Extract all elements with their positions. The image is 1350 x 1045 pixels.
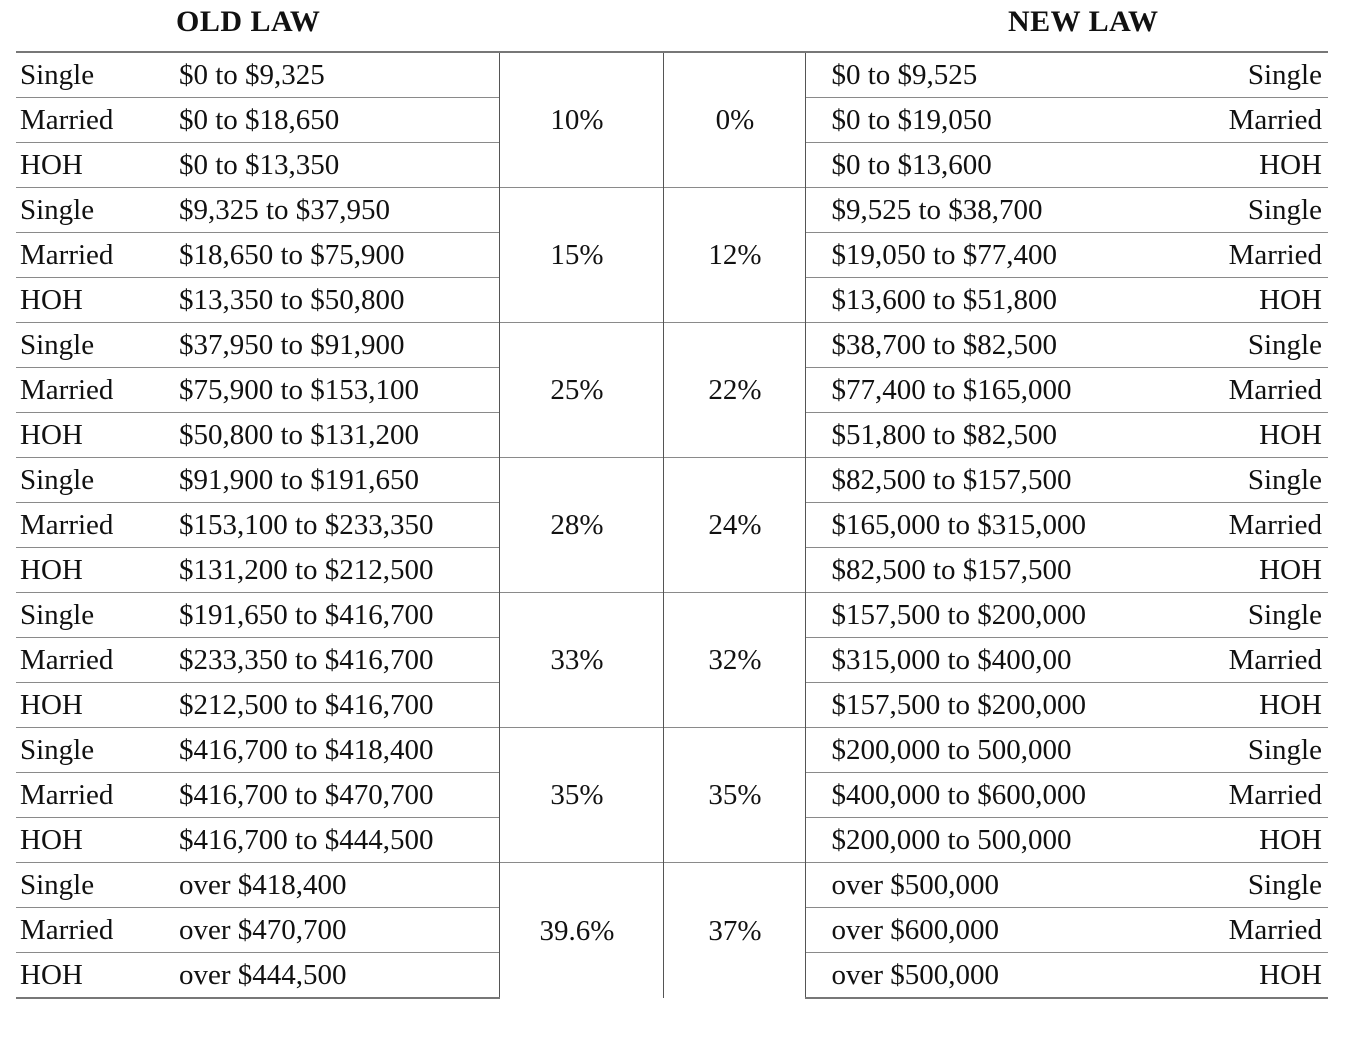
old-income-range: over $470,700 — [175, 908, 499, 953]
old-filing-status: Married — [16, 98, 175, 143]
new-income-range: $200,000 to 500,000 — [805, 728, 1188, 773]
new-filing-status: Single — [1188, 52, 1328, 98]
old-tax-rate: 28% — [499, 458, 663, 593]
old-law-heading: OLD LAW — [176, 5, 321, 38]
new-tax-rate: 35% — [663, 728, 805, 863]
old-income-range: $153,100 to $233,350 — [175, 503, 499, 548]
old-tax-rate: 35% — [499, 728, 663, 863]
old-filing-status: Married — [16, 638, 175, 683]
new-filing-status: Married — [1188, 773, 1328, 818]
new-income-range: over $600,000 — [805, 908, 1188, 953]
old-income-range: $75,900 to $153,100 — [175, 368, 499, 413]
new-filing-status: HOH — [1188, 683, 1328, 728]
old-income-range: $13,350 to $50,800 — [175, 278, 499, 323]
new-income-range: $51,800 to $82,500 — [805, 413, 1188, 458]
table-row — [16, 323, 1328, 368]
new-income-range: $315,000 to $400,00 — [805, 638, 1188, 683]
new-filing-status: Single — [1188, 863, 1328, 908]
old-income-range: over $418,400 — [175, 863, 499, 908]
new-income-range: $19,050 to $77,400 — [805, 233, 1188, 278]
old-income-range: over $444,500 — [175, 953, 499, 999]
old-tax-rate: 10% — [499, 52, 663, 188]
old-filing-status: Single — [16, 323, 175, 368]
old-filing-status: HOH — [16, 818, 175, 863]
new-income-range: $77,400 to $165,000 — [805, 368, 1188, 413]
new-income-range: over $500,000 — [805, 863, 1188, 908]
new-income-range: $200,000 to 500,000 — [805, 818, 1188, 863]
old-income-range: $0 to $9,325 — [175, 52, 499, 98]
new-income-range: $165,000 to $315,000 — [805, 503, 1188, 548]
new-income-range: $82,500 to $157,500 — [805, 458, 1188, 503]
old-income-range: $416,700 to $470,700 — [175, 773, 499, 818]
new-filing-status: Single — [1188, 323, 1328, 368]
old-income-range: $416,700 to $418,400 — [175, 728, 499, 773]
new-tax-rate: 0% — [663, 52, 805, 188]
new-filing-status: HOH — [1188, 548, 1328, 593]
old-income-range: $416,700 to $444,500 — [175, 818, 499, 863]
table-row — [16, 593, 1328, 638]
new-filing-status: Single — [1188, 593, 1328, 638]
table-row — [16, 188, 1328, 233]
new-filing-status: Married — [1188, 368, 1328, 413]
table-row — [16, 52, 1328, 98]
old-filing-status: Single — [16, 188, 175, 233]
new-filing-status: Single — [1188, 458, 1328, 503]
table-row — [16, 458, 1328, 503]
old-income-range: $131,200 to $212,500 — [175, 548, 499, 593]
table-row — [16, 863, 1328, 908]
old-income-range: $9,325 to $37,950 — [175, 188, 499, 233]
new-income-range: over $500,000 — [805, 953, 1188, 999]
new-income-range: $157,500 to $200,000 — [805, 593, 1188, 638]
new-income-range: $157,500 to $200,000 — [805, 683, 1188, 728]
tax-bracket-table-body — [16, 52, 1328, 998]
new-filing-status: Married — [1188, 233, 1328, 278]
table-row — [16, 728, 1328, 773]
new-filing-status: Married — [1188, 98, 1328, 143]
new-filing-status: Married — [1188, 908, 1328, 953]
old-income-range: $0 to $13,350 — [175, 143, 499, 188]
new-income-range: $38,700 to $82,500 — [805, 323, 1188, 368]
new-income-range: $0 to $9,525 — [805, 52, 1188, 98]
old-filing-status: HOH — [16, 278, 175, 323]
old-filing-status: Married — [16, 908, 175, 953]
old-income-range: $91,900 to $191,650 — [175, 458, 499, 503]
old-income-range: $191,650 to $416,700 — [175, 593, 499, 638]
new-income-range: $400,000 to $600,000 — [805, 773, 1188, 818]
old-tax-rate: 33% — [499, 593, 663, 728]
old-filing-status: HOH — [16, 953, 175, 999]
old-filing-status: Single — [16, 863, 175, 908]
new-income-range: $82,500 to $157,500 — [805, 548, 1188, 593]
old-income-range: $0 to $18,650 — [175, 98, 499, 143]
new-income-range: $0 to $19,050 — [805, 98, 1188, 143]
new-income-range: $0 to $13,600 — [805, 143, 1188, 188]
old-filing-status: HOH — [16, 143, 175, 188]
old-filing-status: HOH — [16, 413, 175, 458]
old-income-range: $212,500 to $416,700 — [175, 683, 499, 728]
new-filing-status: HOH — [1188, 278, 1328, 323]
new-filing-status: Married — [1188, 638, 1328, 683]
tax-bracket-table — [16, 51, 1328, 999]
old-income-range: $37,950 to $91,900 — [175, 323, 499, 368]
old-filing-status: Married — [16, 503, 175, 548]
new-tax-rate: 24% — [663, 458, 805, 593]
old-income-range: $50,800 to $131,200 — [175, 413, 499, 458]
old-filing-status: Single — [16, 593, 175, 638]
new-filing-status: Married — [1188, 503, 1328, 548]
new-filing-status: HOH — [1188, 818, 1328, 863]
old-filing-status: Married — [16, 233, 175, 278]
old-tax-rate: 25% — [499, 323, 663, 458]
new-tax-rate: 12% — [663, 188, 805, 323]
new-filing-status: Single — [1188, 728, 1328, 773]
new-filing-status: HOH — [1188, 413, 1328, 458]
old-tax-rate: 15% — [499, 188, 663, 323]
new-income-range: $9,525 to $38,700 — [805, 188, 1188, 233]
new-filing-status: HOH — [1188, 953, 1328, 999]
new-tax-rate: 22% — [663, 323, 805, 458]
old-filing-status: Married — [16, 773, 175, 818]
old-filing-status: Single — [16, 52, 175, 98]
new-tax-rate: 32% — [663, 593, 805, 728]
new-filing-status: Single — [1188, 188, 1328, 233]
new-law-heading: NEW LAW — [1008, 5, 1159, 38]
old-filing-status: HOH — [16, 548, 175, 593]
old-filing-status: Married — [16, 368, 175, 413]
old-tax-rate: 39.6% — [499, 863, 663, 999]
new-filing-status: HOH — [1188, 143, 1328, 188]
old-filing-status: Single — [16, 728, 175, 773]
old-income-range: $18,650 to $75,900 — [175, 233, 499, 278]
new-tax-rate: 37% — [663, 863, 805, 999]
old-filing-status: HOH — [16, 683, 175, 728]
new-income-range: $13,600 to $51,800 — [805, 278, 1188, 323]
old-filing-status: Single — [16, 458, 175, 503]
old-income-range: $233,350 to $416,700 — [175, 638, 499, 683]
